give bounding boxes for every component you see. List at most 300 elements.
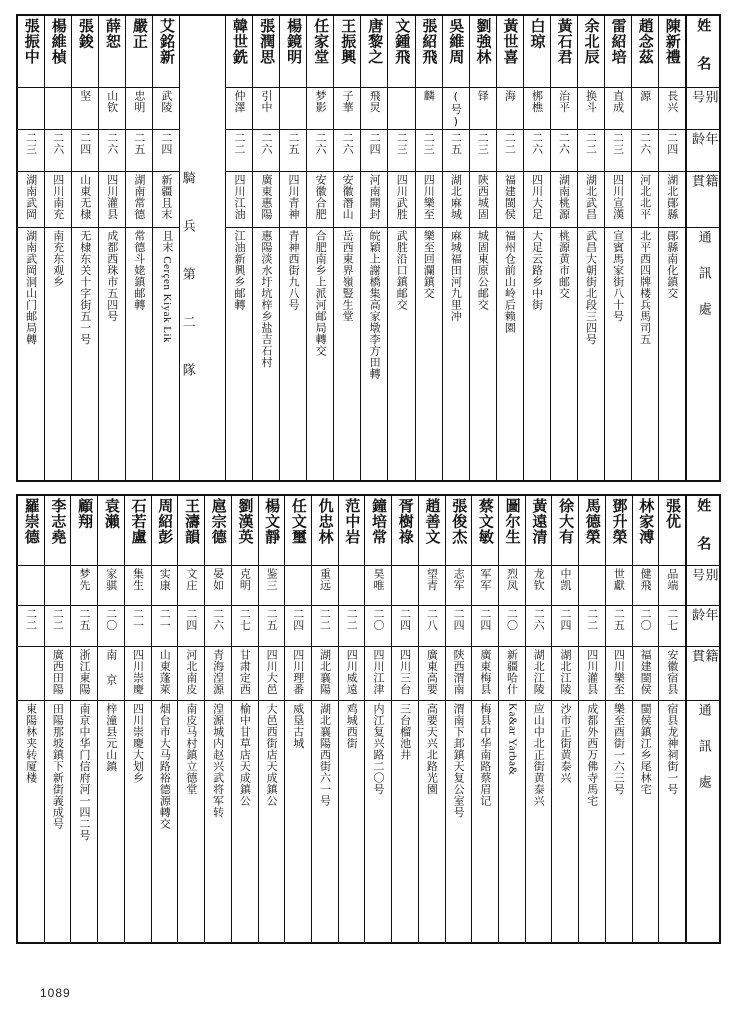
person-column bbox=[498, 496, 525, 942]
person-address: 湟源城内赵兴武将军转 bbox=[211, 702, 225, 818]
person-name: 張优 bbox=[659, 496, 685, 566]
person-column bbox=[279, 16, 306, 480]
person-column bbox=[445, 496, 472, 942]
person-origin: 新疆且末 bbox=[153, 172, 179, 228]
person-alias: 坚 bbox=[72, 88, 98, 130]
person-address: 梓潼县元山鎮 bbox=[104, 702, 118, 772]
person-column bbox=[71, 16, 98, 480]
person-age: 二六 bbox=[45, 130, 71, 172]
person-origin: 四川樂至 bbox=[606, 647, 632, 701]
person-age: 二六 bbox=[334, 130, 360, 172]
person-origin: 四川武胜 bbox=[388, 172, 414, 228]
person-age: 二六 bbox=[307, 130, 333, 172]
person-origin: 福建閩侯 bbox=[633, 647, 659, 701]
person-name: 趙善文 bbox=[419, 496, 445, 566]
person-name: 文鍾飛 bbox=[388, 16, 414, 88]
person-alias: 山钦 bbox=[99, 88, 125, 130]
person-alias: 仲澤 bbox=[226, 88, 252, 130]
field-label-age: 年 龄 bbox=[687, 606, 719, 647]
person-origin: 湖北武昌 bbox=[578, 172, 604, 228]
person-name: 扈宗德 bbox=[205, 496, 231, 566]
person-column bbox=[284, 496, 311, 942]
person-age: 二六 bbox=[632, 130, 658, 172]
person-name: 張紹飛 bbox=[416, 16, 442, 88]
person-alias bbox=[280, 88, 306, 130]
person-age: 二二 bbox=[579, 606, 605, 647]
person-age: 二七 bbox=[659, 606, 685, 647]
person-alias: 龙钦 bbox=[526, 566, 552, 607]
person-column bbox=[418, 496, 445, 942]
person-age: 二四 bbox=[472, 606, 498, 647]
person-age: 二四 bbox=[72, 130, 98, 172]
person-name: 王濤韻 bbox=[178, 496, 204, 566]
person-name: 薛恕 bbox=[99, 16, 125, 88]
person-column bbox=[550, 16, 577, 480]
person-alias bbox=[339, 566, 365, 607]
person-address: 梅县中华南路蔡眉记 bbox=[478, 702, 492, 807]
person-origin: 湖北江陵 bbox=[552, 647, 578, 701]
person-alias: 实康 bbox=[152, 566, 178, 607]
person-origin: 四川宣漢 bbox=[605, 172, 631, 228]
person-column bbox=[523, 16, 550, 480]
person-name: 鄧升榮 bbox=[606, 496, 632, 566]
person-name: 吳維周 bbox=[443, 16, 469, 88]
person-origin: 湖北襄陽 bbox=[312, 647, 338, 701]
person-name: 徐大有 bbox=[552, 496, 578, 566]
person-address: 成都西珠市五四号 bbox=[105, 230, 119, 322]
person-alias: 梦先 bbox=[71, 566, 97, 607]
person-address: 鄖縣南化鎮交 bbox=[665, 230, 679, 299]
person-column bbox=[387, 16, 414, 480]
person-column bbox=[605, 496, 632, 942]
person-origin: 湖北江陵 bbox=[526, 647, 552, 701]
person-address: 应山中北正街黄泰兴 bbox=[532, 702, 546, 807]
person-column bbox=[658, 496, 685, 942]
person-column bbox=[391, 496, 418, 942]
person-address: 樂至酉街一六三号 bbox=[612, 702, 626, 795]
person-address: 宿县龙神祠街一号 bbox=[665, 702, 679, 795]
person-age: 二六 bbox=[526, 606, 552, 647]
person-address: 内江复兴路二〇号 bbox=[371, 702, 385, 795]
person-alias: 望青 bbox=[419, 566, 445, 607]
person-age: 二四 bbox=[392, 606, 418, 647]
field-header-column bbox=[685, 16, 719, 480]
person-address: 樂至回瀾鎮交 bbox=[422, 230, 436, 299]
person-address: 大邑西街店天成鎮公 bbox=[265, 702, 279, 807]
person-alias bbox=[18, 566, 44, 607]
person-alias: (号) bbox=[443, 88, 469, 130]
person-address: 福州仓前山岭后赖園 bbox=[503, 230, 517, 334]
person-alias bbox=[392, 566, 418, 607]
person-origin: 四川灌县 bbox=[579, 647, 605, 701]
person-age: 二四 bbox=[361, 130, 387, 172]
person-age: 二〇 bbox=[98, 606, 124, 647]
person-alias: 梦影 bbox=[307, 88, 333, 130]
person-address: 湖北襄陽西街六一号 bbox=[318, 702, 332, 807]
person-address: 大足云路乡中街 bbox=[530, 230, 544, 311]
person-column bbox=[578, 496, 605, 942]
person-name: 張鋑 bbox=[72, 16, 98, 88]
person-name: 王振興 bbox=[334, 16, 360, 88]
person-age: 二六 bbox=[551, 130, 577, 172]
person-age: 二二 bbox=[497, 130, 523, 172]
person-origin: 四川灌县 bbox=[99, 172, 125, 228]
person-column bbox=[225, 16, 252, 480]
person-origin: 廣東梅县 bbox=[472, 647, 498, 701]
person-column bbox=[338, 496, 365, 942]
person-age: 二四 bbox=[659, 130, 685, 172]
person-age: 二六 bbox=[524, 130, 550, 172]
person-age: 二五 bbox=[443, 130, 469, 172]
person-alias bbox=[579, 566, 605, 607]
person-age: 二一 bbox=[125, 606, 151, 647]
person-column bbox=[311, 496, 338, 942]
person-origin bbox=[18, 647, 44, 701]
person-name: 楊鏡明 bbox=[280, 16, 306, 88]
person-origin: 福建閩侯 bbox=[497, 172, 523, 228]
person-name: 艾銘新 bbox=[153, 16, 179, 88]
person-name: 張振中 bbox=[18, 16, 44, 88]
person-origin: 河北南皮 bbox=[178, 647, 204, 701]
person-alias: 忠明 bbox=[126, 88, 152, 130]
person-alias: 志军 bbox=[446, 566, 472, 607]
person-origin: 浙江東陽 bbox=[71, 647, 97, 701]
person-name: 張俊杰 bbox=[446, 496, 472, 566]
person-column bbox=[525, 496, 552, 942]
person-age: 二四 bbox=[153, 130, 179, 172]
person-origin: 四川南充 bbox=[45, 172, 71, 228]
person-age: 二五 bbox=[259, 606, 285, 647]
person-age: 二〇 bbox=[633, 606, 659, 647]
field-label-name: 姓 名 bbox=[687, 16, 719, 88]
person-name: 顧翔 bbox=[71, 496, 97, 566]
person-address: 青神西街九八号 bbox=[287, 230, 301, 311]
person-origin: 四川樂至 bbox=[416, 172, 442, 228]
person-name: 林家溥 bbox=[633, 496, 659, 566]
person-alias: 军军 bbox=[472, 566, 498, 607]
person-name: 蔡文敏 bbox=[472, 496, 498, 566]
person-address: 渭南下邽鎮天复公室号 bbox=[452, 702, 466, 818]
person-column bbox=[98, 16, 125, 480]
person-origin: 山東无棣 bbox=[72, 172, 98, 228]
person-age: 二二 bbox=[45, 606, 71, 647]
unit-note: 騎 兵 第 二 隊 bbox=[179, 16, 225, 480]
person-age: 二〇 bbox=[499, 606, 525, 647]
person-alias: 烈凤 bbox=[499, 566, 525, 607]
person-name: 張潤思 bbox=[253, 16, 279, 88]
person-age: 二八 bbox=[419, 606, 445, 647]
person-origin: 四川江津 bbox=[365, 647, 391, 701]
person-age: 二三 bbox=[388, 130, 414, 172]
field-label-alias: 别 号 bbox=[687, 88, 719, 130]
person-alias: 源 bbox=[632, 88, 658, 130]
person-alias: 晏如 bbox=[205, 566, 231, 607]
person-alias: 海 bbox=[497, 88, 523, 130]
person-column bbox=[18, 496, 44, 942]
person-address: 閩侯鎮江乡尾林宅 bbox=[639, 702, 653, 795]
person-alias: 梆樵 bbox=[524, 88, 550, 130]
person-origin: 陝西渭南 bbox=[446, 647, 472, 701]
person-column bbox=[632, 496, 659, 942]
person-alias bbox=[285, 566, 311, 607]
person-column bbox=[204, 496, 231, 942]
person-origin: 廣西田陽 bbox=[45, 647, 71, 701]
person-name: 仇忠林 bbox=[312, 496, 338, 566]
person-column bbox=[333, 16, 360, 480]
person-alias: 世獻 bbox=[606, 566, 632, 607]
person-origin: 四川崇慶 bbox=[125, 647, 151, 701]
person-alias: 文庄 bbox=[178, 566, 204, 607]
person-name: 劉強林 bbox=[470, 16, 496, 88]
person-name: 趙念茲 bbox=[632, 16, 658, 88]
person-age: 二六 bbox=[253, 130, 279, 172]
person-age: 二三 bbox=[416, 130, 442, 172]
person-origin: 廣東高要 bbox=[419, 647, 445, 701]
field-label-origin: 籍 貫 bbox=[687, 647, 719, 701]
person-origin: 湖北鄖縣 bbox=[659, 172, 685, 228]
person-column bbox=[258, 496, 285, 942]
person-address: 北平西四牌楼兵馬司五 bbox=[638, 230, 652, 345]
person-origin: 甘肃定西 bbox=[232, 647, 258, 701]
person-column bbox=[152, 16, 179, 480]
person-age: 二四 bbox=[178, 606, 204, 647]
person-name: 范中岩 bbox=[339, 496, 365, 566]
person-alias: 麟 bbox=[416, 88, 442, 130]
person-column bbox=[604, 16, 631, 480]
person-alias: 中凯 bbox=[552, 566, 578, 607]
person-age: 二四 bbox=[446, 606, 472, 647]
person-address: 合肥南乡上派河邮局轉交 bbox=[314, 230, 328, 357]
person-origin: 青海湟源 bbox=[205, 647, 231, 701]
person-address: 皖穎上謝橋集高家墩李方田轉 bbox=[368, 230, 382, 380]
field-label-alias: 别 号 bbox=[687, 566, 719, 607]
field-label-age: 年 龄 bbox=[687, 130, 719, 172]
person-address: 烟台市大马路裕德源轉交 bbox=[158, 702, 172, 830]
person-alias: 品端 bbox=[659, 566, 685, 607]
person-name: 黃石君 bbox=[551, 16, 577, 88]
person-origin: 安徽合肥 bbox=[307, 172, 333, 228]
person-alias: 直成 bbox=[605, 88, 631, 130]
person-alias: 换斗 bbox=[578, 88, 604, 130]
person-address: 武胜沿口鎮邮交 bbox=[395, 230, 409, 311]
person-name: 黃世喜 bbox=[497, 16, 523, 88]
person-age: 二四 bbox=[285, 606, 311, 647]
person-column bbox=[231, 496, 258, 942]
person-column bbox=[577, 16, 604, 480]
person-age: 二七 bbox=[232, 606, 258, 647]
person-address: 岳西東界嶺豎生堂 bbox=[341, 230, 355, 322]
person-age: 二五 bbox=[280, 130, 306, 172]
person-origin: 安徽宿县 bbox=[659, 647, 685, 701]
person-name: 嚴正 bbox=[126, 16, 152, 88]
person-age: 二一 bbox=[152, 606, 178, 647]
person-column bbox=[469, 16, 496, 480]
person-origin: 河南開封 bbox=[361, 172, 387, 228]
field-label-address: 通 訊 處 bbox=[695, 702, 711, 792]
person-column bbox=[496, 16, 523, 480]
person-name: 唐黎之 bbox=[361, 16, 387, 88]
person-address: 惠陽淡水圩坑梓乡盐吉石村 bbox=[259, 230, 273, 368]
person-alias bbox=[388, 88, 414, 130]
person-origin: 新疆哈什 bbox=[499, 647, 525, 701]
person-name: 韓世銑 bbox=[226, 16, 252, 88]
person-address: 无棣东关十字街五一号 bbox=[78, 230, 92, 345]
person-name: 圖尔生 bbox=[499, 496, 525, 566]
person-column bbox=[124, 496, 151, 942]
person-address: 東陽林夹转厦楼 bbox=[24, 702, 38, 784]
person-origin: 四川大足 bbox=[524, 172, 550, 228]
person-age: 二六 bbox=[205, 606, 231, 647]
person-address: 田陽那坡鎮下新街義成号 bbox=[51, 702, 65, 830]
person-address: 三台榴池井 bbox=[398, 702, 412, 761]
person-age: 二六 bbox=[99, 130, 125, 172]
person-column bbox=[125, 16, 152, 480]
person-age: 二五 bbox=[606, 606, 632, 647]
person-name: 余北辰 bbox=[578, 16, 604, 88]
person-alias: 健飛 bbox=[633, 566, 659, 607]
person-column bbox=[415, 16, 442, 480]
person-alias: 家骐 bbox=[98, 566, 124, 607]
person-name: 石若盧 bbox=[125, 496, 151, 566]
person-origin: 湖南武岡 bbox=[18, 172, 44, 228]
person-age: 二二 bbox=[312, 606, 338, 647]
person-age: 二三 bbox=[605, 130, 631, 172]
person-address: 四川崇慶大划乡 bbox=[131, 702, 145, 784]
field-label-name: 姓 名 bbox=[687, 496, 719, 566]
person-age: 二二 bbox=[339, 606, 365, 647]
roster-table-1 bbox=[16, 14, 721, 482]
person-age: 二三 bbox=[18, 130, 44, 172]
person-name: 李志堯 bbox=[45, 496, 71, 566]
person-origin: 四川三台 bbox=[392, 647, 418, 701]
person-address: 武昌大朝街北段三四号 bbox=[584, 230, 598, 345]
person-origin: 南 京 bbox=[98, 647, 124, 701]
person-alias bbox=[45, 566, 71, 607]
person-age: 二四 bbox=[552, 606, 578, 647]
person-age: 二三 bbox=[470, 130, 496, 172]
person-address: 高要天兴北路光園 bbox=[425, 702, 439, 795]
person-origin: 四川江油 bbox=[226, 172, 252, 228]
person-address: 且末 Cerçen Kiyak Lik bbox=[160, 230, 173, 344]
person-column bbox=[177, 496, 204, 942]
person-name: 周紹彭 bbox=[152, 496, 178, 566]
person-alias: 铎 bbox=[470, 88, 496, 130]
person-origin: 湖南桃源 bbox=[551, 172, 577, 228]
person-address: 沙市正街黄泰兴 bbox=[558, 702, 572, 784]
person-name: 袁瀨 bbox=[98, 496, 124, 566]
person-address: 鸡城西街 bbox=[345, 702, 359, 749]
person-alias: 昊唯 bbox=[365, 566, 391, 607]
person-name: 胥樹祿 bbox=[392, 496, 418, 566]
person-origin: 四川理番 bbox=[285, 647, 311, 701]
person-name: 白琼 bbox=[524, 16, 550, 88]
person-age: 二〇 bbox=[365, 606, 391, 647]
person-name: 劉漢英 bbox=[232, 496, 258, 566]
person-column bbox=[18, 16, 44, 480]
person-address: 南京中华门信府河一四二号 bbox=[78, 702, 92, 841]
person-origin: 四川青神 bbox=[280, 172, 306, 228]
person-alias: 治平 bbox=[551, 88, 577, 130]
person-address: 榆中甘草店天成鎮公 bbox=[238, 702, 252, 807]
person-alias: 集生 bbox=[125, 566, 151, 607]
person-column bbox=[442, 16, 469, 480]
person-name: 羅崇德 bbox=[18, 496, 44, 566]
person-column bbox=[97, 496, 124, 942]
person-alias bbox=[45, 88, 71, 130]
person-address: 成都外西万佛寺馬宅 bbox=[585, 702, 599, 807]
person-name: 楊文靜 bbox=[259, 496, 285, 566]
person-origin: 安徽潛山 bbox=[334, 172, 360, 228]
person-column bbox=[252, 16, 279, 480]
person-column bbox=[360, 16, 387, 480]
person-address: 南充东观乡 bbox=[51, 230, 65, 288]
person-address: Ka&ar Yarba& bbox=[506, 702, 519, 776]
person-column bbox=[471, 496, 498, 942]
field-label-address: 通 訊 處 bbox=[695, 230, 711, 319]
person-column bbox=[658, 16, 685, 480]
person-address: 威垦古城 bbox=[291, 702, 305, 749]
person-column bbox=[551, 496, 578, 942]
person-name: 任家堂 bbox=[307, 16, 333, 88]
field-label-origin: 籍 貫 bbox=[687, 172, 719, 228]
field-header-column bbox=[685, 496, 719, 942]
person-age: 二五 bbox=[126, 130, 152, 172]
person-column bbox=[44, 496, 71, 942]
person-address: 江油新興乡邮轉 bbox=[232, 230, 246, 311]
person-name: 馬德榮 bbox=[579, 496, 605, 566]
person-origin: 四川威遠 bbox=[339, 647, 365, 701]
person-alias: 飛炅 bbox=[361, 88, 387, 130]
person-age: 二二 bbox=[18, 606, 44, 647]
person-origin: 陝西城固 bbox=[470, 172, 496, 228]
person-column bbox=[70, 496, 97, 942]
person-name: 任文璽 bbox=[285, 496, 311, 566]
person-alias bbox=[18, 88, 44, 130]
person-column bbox=[151, 496, 178, 942]
person-address: 城固東原公邮交 bbox=[476, 230, 490, 311]
person-name: 雷紹培 bbox=[605, 16, 631, 88]
person-name: 鐘培常 bbox=[365, 496, 391, 566]
person-column bbox=[306, 16, 333, 480]
person-alias: 重远 bbox=[312, 566, 338, 607]
person-address: 湖南武岡洞山门邮局轉 bbox=[24, 230, 38, 345]
person-origin: 河北北平 bbox=[632, 172, 658, 228]
person-column bbox=[44, 16, 71, 480]
person-origin: 山東蓬萊 bbox=[152, 647, 178, 701]
person-address: 南皮马村鎮立德堂 bbox=[184, 702, 198, 795]
person-origin: 湖北麻城 bbox=[443, 172, 469, 228]
person-alias: 克明 bbox=[232, 566, 258, 607]
person-origin: 廣東惠陽 bbox=[253, 172, 279, 228]
person-alias: 引中 bbox=[253, 88, 279, 130]
person-column bbox=[364, 496, 391, 942]
roster-table-2 bbox=[16, 494, 721, 944]
person-column bbox=[631, 16, 658, 480]
person-alias: 子華 bbox=[334, 88, 360, 130]
person-age: 二五 bbox=[71, 606, 97, 647]
person-age: 二二 bbox=[226, 130, 252, 172]
person-name: 楊維楨 bbox=[45, 16, 71, 88]
person-address: 麻城福田河九里冲 bbox=[449, 230, 463, 322]
person-name: 陳新禮 bbox=[659, 16, 685, 88]
person-age: 二二 bbox=[578, 130, 604, 172]
person-origin: 湖南常德 bbox=[126, 172, 152, 228]
page-number: 1089 bbox=[40, 986, 71, 1000]
person-alias: 鉴三 bbox=[259, 566, 285, 607]
person-address: 桃源黄市邮交 bbox=[557, 230, 571, 299]
person-origin: 四川大邑 bbox=[259, 647, 285, 701]
person-address: 常德斗姥鎮邮轉 bbox=[132, 230, 146, 311]
